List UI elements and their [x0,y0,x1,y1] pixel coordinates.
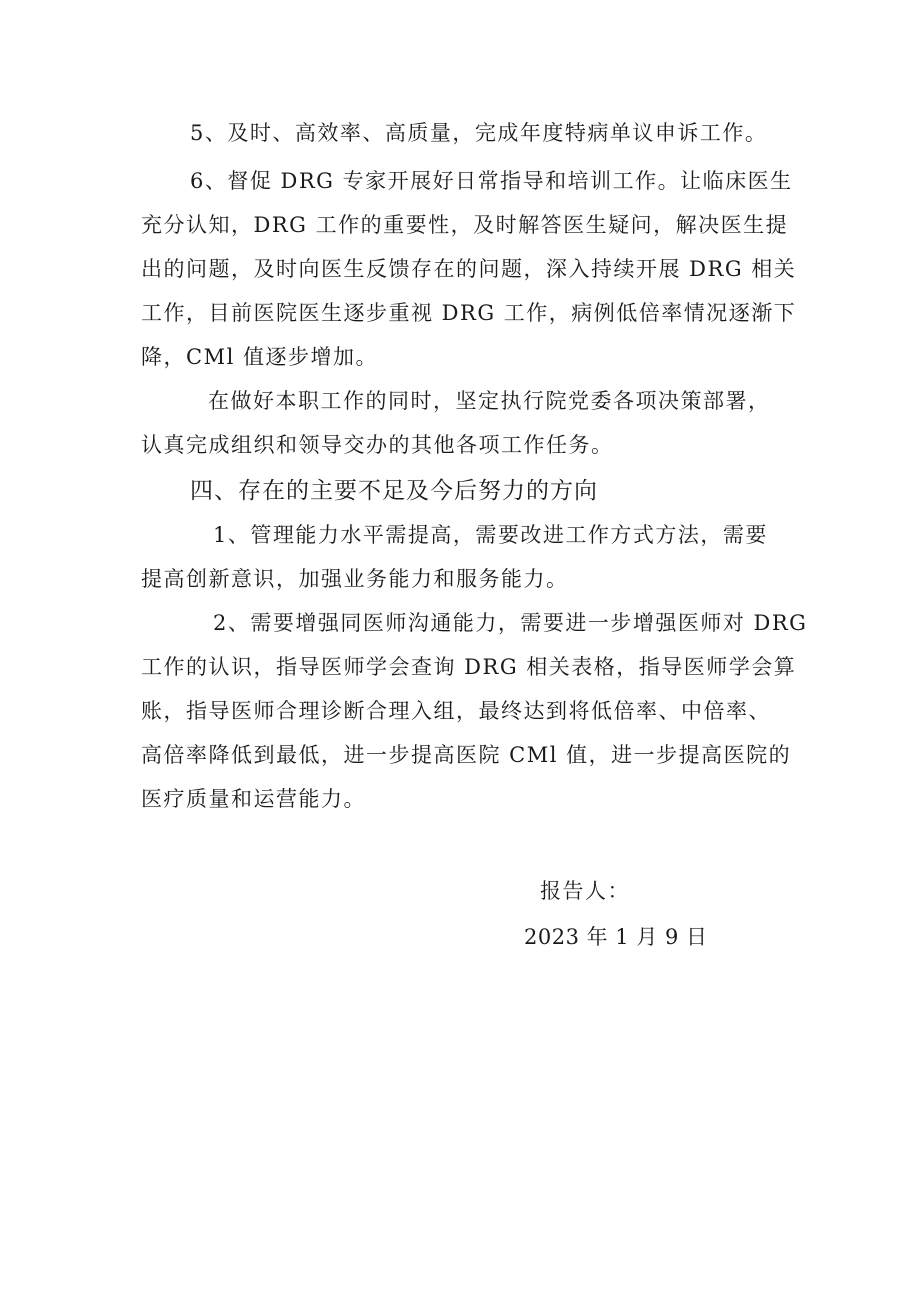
section-4-heading: 四、存在的主要不足及今后努力的方向 [190,478,598,504]
section-4-point-2-line-1: 2、需要增强同医师沟通能力，需要进一步增强医师对 DRG [213,611,808,635]
closing-paragraph-line-2: 认真完成组织和领导交办的其他各项工作任务。 [141,433,614,457]
item-5-line-1: 5、及时、高效率、高质量，完成年度特病单议申诉工作。 [190,121,768,145]
report-date: 2023 年 1 月 9 日 [524,925,708,949]
item-6-line-2: 充分认知，DRG 工作的重要性，及时解答医生疑问，解决医生提 [141,213,789,237]
item-6-line-4: 工作，目前医院医生逐步重视 DRG 工作，病例低倍率情况逐渐下 [141,301,797,325]
reporter-label: 报告人： [540,879,630,903]
section-4-point-1-line-1: 1、管理能力水平需提高，需要改进工作方式方法，需要 [213,523,768,547]
item-6-line-5: 降，CMl 值逐步增加。 [141,345,378,369]
item-6-line-1: 6、督促 DRG 专家开展好日常指导和培训工作。让临床医生 [190,169,793,193]
section-4-point-2-line-3: 账，指导医师合理诊断合理入组，最终达到将低倍率、中倍率、 [141,699,771,723]
section-4-point-2-line-5: 医疗质量和运营能力。 [141,787,366,811]
section-4-point-2-line-4: 高倍率降低到最低，进一步提高医院 CMl 值，进一步提高医院的 [141,743,792,767]
section-4-point-2-line-2: 工作的认识，指导医师学会查询 DRG 相关表格，指导医师学会算 [141,655,797,679]
closing-paragraph-line-1: 在做好本职工作的同时，坚定执行院党委各项决策部署， [208,389,771,413]
item-6-line-3: 出的问题，及时向医生反馈存在的问题，深入持续开展 DRG 相关 [141,257,797,281]
section-4-point-1-line-2: 提高创新意识，加强业务能力和服务能力。 [141,567,569,591]
